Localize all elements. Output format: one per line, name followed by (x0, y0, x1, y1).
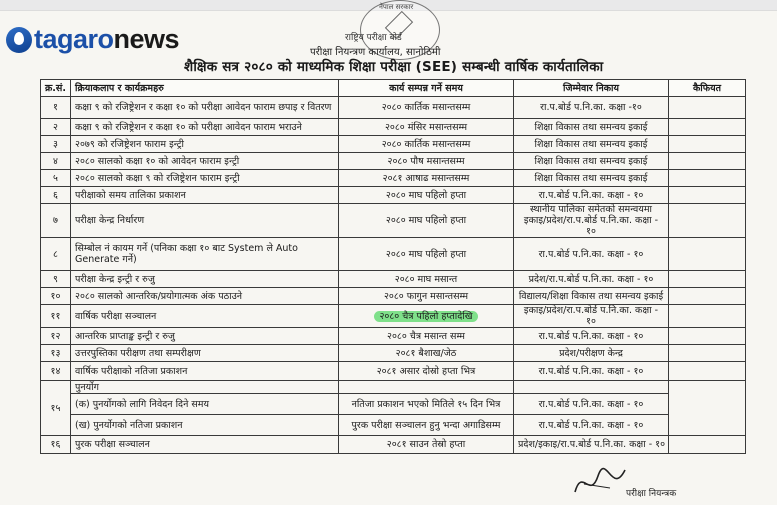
row-activity: कक्षा ९ को रजिष्ट्रेशन र कक्षा १० को परीक्षा आवेदन फाराम छपाइ र वितरण (71, 97, 339, 119)
row-activity: वार्षिक परीक्षाको नतिजा प्रकाशन (71, 362, 339, 381)
row-sn: ३ (41, 136, 71, 153)
row-activity: कक्षा ९ को रजिष्ट्रेशन र कक्षा १० को परीक्षा आवेदन फाराम भराउने (71, 119, 339, 136)
row-activity: २०८० सालको कक्षा १० को आवेदन फाराम इन्ट्री (71, 153, 339, 170)
row-activity: २०७९ को रजिष्ट्रेशन फाराम इन्ट्री (71, 136, 339, 153)
seal-text: नेपाल सरकार (379, 3, 414, 11)
table-row (41, 97, 746, 119)
row-time: २०८१ आषाढ मसान्तसम्म (339, 170, 514, 187)
group-heading: पुनर्योग (71, 381, 339, 394)
table-row (41, 136, 746, 153)
row-responsible-body: रा.प.बोर्ड प.नि.का. कक्षा - १० (514, 238, 669, 271)
row-sn: ९ (41, 271, 71, 288)
group-item-activity: (क) पुनर्योगको लागि निवेदन दिने समय (71, 394, 339, 415)
row-responsible-body: प्रदेश/इकाइ/रा.प.बोर्ड प.नि.का. कक्षा - १० (514, 436, 669, 454)
row-sn: २ (41, 119, 71, 136)
row-sn: १६ (41, 436, 71, 454)
table-row (41, 288, 746, 305)
schedule-table (40, 79, 746, 454)
highlighted-time: २०८० चैत्र पहिलो हप्तादेखि (374, 311, 477, 322)
row-responsible-body: रा.प.बोर्ड प.नि.का. कक्षा - १० (514, 362, 669, 381)
row-sn: १४ (41, 362, 71, 381)
row-time: २०८० मंसिर मसान्तसम्म (339, 119, 514, 136)
row-remark (669, 170, 746, 187)
row-remark (669, 305, 746, 328)
table-row (41, 119, 746, 136)
table-row (41, 153, 746, 170)
row-activity: वार्षिक परीक्षा सञ्चालन (71, 305, 339, 328)
table-row (41, 345, 746, 362)
group-item-time: पुरक परीक्षा सञ्चालन हुनु भन्दा अगाडिसम्म (339, 415, 514, 436)
row-sn: ८ (41, 238, 71, 271)
row-remark (669, 153, 746, 170)
row-time: २०८० चैत्र मसान्त सम्म (339, 328, 514, 345)
row-sn: ७ (41, 204, 71, 238)
row-time: २०८० माघ मसान्त (339, 271, 514, 288)
row-remark (669, 328, 746, 345)
signature-label: परीक्षा नियन्त्रक (626, 489, 677, 499)
row-responsible-body: शिक्षा विकास तथा समन्वय इकाई (514, 170, 669, 187)
row-time: २०८० कार्तिक मसान्तसम्म (339, 97, 514, 119)
row-sn: ५ (41, 170, 71, 187)
row-activity: २०८० सालको कक्षा ९ को रजिष्ट्रेशन फाराम इन्ट्री (71, 170, 339, 187)
group-heading-body (514, 381, 669, 394)
signature (570, 462, 630, 502)
row-sn: १३ (41, 345, 71, 362)
row-remark (669, 288, 746, 305)
row-responsible-body: इकाइ/प्रदेश/रा.प.बोर्ड प.नि.का. कक्षा - १० (514, 305, 669, 328)
col-header-body: जिम्मेवार निकाय (514, 80, 669, 97)
document-title: शैक्षिक सत्र २०८० को माध्यमिक शिक्षा परीक्षा (SEE) सम्बन्धी वार्षिक कार्यतालिका (184, 59, 604, 75)
row-time: २०८० फागुन मसान्तसम्म (339, 288, 514, 305)
row-remark (669, 271, 746, 288)
table-row (41, 187, 746, 204)
table-row (41, 170, 746, 187)
row-remark (669, 436, 746, 454)
table-row (41, 238, 746, 271)
row-time: २०८० कार्तिक मसान्तसम्म (339, 136, 514, 153)
col-header-remark: कैफियत (669, 80, 746, 97)
row-remark (669, 187, 746, 204)
row-activity: २०८० सालको आन्तरिक/प्रयोगात्मक अंक पठाउने (71, 288, 339, 305)
group-item-body: रा.प.बोर्ड प.नि.का. कक्षा - १० (514, 394, 669, 415)
row-responsible-body: शिक्षा विकास तथा समन्वय इकाई (514, 136, 669, 153)
group-heading-time (339, 381, 514, 394)
row-remark (669, 362, 746, 381)
table-row (41, 271, 746, 288)
row-activity: आन्तरिक प्राप्ताङ्क इन्ट्री र रुजु (71, 328, 339, 345)
row-remark (669, 345, 746, 362)
row-time: २०८० माघ पहिलो हप्ता (339, 204, 514, 238)
group-item-activity: (ख) पुनर्योगको नतिजा प्रकाशन (71, 415, 339, 436)
table-header-row (41, 80, 746, 97)
table-row (41, 436, 746, 454)
row-time (339, 305, 514, 328)
group-sn: १५ (41, 381, 71, 436)
row-sn: १२ (41, 328, 71, 345)
row-remark (669, 204, 746, 238)
logo-pin-icon (6, 27, 32, 53)
row-remark (669, 97, 746, 119)
group-item-time: नतिजा प्रकाशन भएको मितिले १५ दिन भित्र (339, 394, 514, 415)
logo-text-part1: tagaro (34, 24, 114, 54)
table-row (41, 415, 746, 436)
table-row (41, 362, 746, 381)
site-logo[interactable] (6, 24, 179, 55)
row-time: २०८० माघ पहिलो हप्ता (339, 187, 514, 204)
row-activity: परीक्षा केन्द्र निर्धारण (71, 204, 339, 238)
row-time: २०८१ असार दोस्रो हप्ता भित्र (339, 362, 514, 381)
row-sn: ६ (41, 187, 71, 204)
row-remark (669, 119, 746, 136)
row-responsible-body: रा.प.बोर्ड प.नि.का. कक्षा -१० (514, 97, 669, 119)
row-responsible-body: स्थानीय पालिका समेतको समन्वयमा इकाइ/प्रदेश/रा.प.बोर्ड प.नि.का. कक्षा - १० (514, 204, 669, 238)
row-activity: परीक्षा केन्द्र इन्ट्री र रुजु (71, 271, 339, 288)
header-line-1: राष्ट्रिय परीक्षा बोर्ड (345, 33, 402, 43)
row-time: २०८० माघ पहिलो हप्ता (339, 238, 514, 271)
table-row (41, 305, 746, 328)
row-time: २०८० पौष मसान्तसम्म (339, 153, 514, 170)
row-responsible-body: प्रदेश/रा.प.बोर्ड प.नि.का. कक्षा - १० (514, 271, 669, 288)
row-remark (669, 136, 746, 153)
row-responsible-body: विद्यालय/शिक्षा विकास तथा समन्वय इकाई (514, 288, 669, 305)
row-activity: परीक्षाको समय तालिका प्रकाशन (71, 187, 339, 204)
row-sn: ४ (41, 153, 71, 170)
table-row (41, 381, 746, 394)
table-row (41, 394, 746, 415)
logo-text-part2: news (113, 24, 180, 54)
row-responsible-body: शिक्षा विकास तथा समन्वय इकाई (514, 119, 669, 136)
row-sn: १० (41, 288, 71, 305)
row-activity: उत्तरपुस्तिका परीक्षण तथा सम्परीक्षण (71, 345, 339, 362)
row-time: २०८१ साउन तेस्रो हप्ता (339, 436, 514, 454)
row-sn: १ (41, 97, 71, 119)
table-row (41, 204, 746, 238)
header-line-2: परीक्षा नियन्त्रण कार्यालय, सानोठिमी (310, 47, 441, 58)
group-item-body: रा.प.बोर्ड प.नि.का. कक्षा - १० (514, 415, 669, 436)
row-responsible-body: रा.प.बोर्ड प.नि.का. कक्षा - १० (514, 328, 669, 345)
row-activity: पुरक परीक्षा सञ्चालन (71, 436, 339, 454)
row-activity: सिम्बोल नं कायम गर्ने (पनिका कक्षा १० बाट System ले Auto Generate गर्ने) (71, 238, 339, 271)
col-header-sn: क्र.सं. (41, 80, 71, 97)
row-responsible-body: प्रदेश/परीक्षण केन्द्र (514, 345, 669, 362)
col-header-activity: क्रियाकलाप र कार्यक्रमहरु (71, 80, 339, 97)
row-time: २०८१ बैशाख/जेठ (339, 345, 514, 362)
col-header-time: कार्य सम्पन्न गर्ने समय (339, 80, 514, 97)
row-remark (669, 238, 746, 271)
table-row (41, 328, 746, 345)
row-sn: ११ (41, 305, 71, 328)
group-remark (669, 381, 746, 436)
row-responsible-body: रा.प.बोर्ड प.नि.का. कक्षा - १० (514, 187, 669, 204)
row-responsible-body: शिक्षा विकास तथा समन्वय इकाई (514, 153, 669, 170)
